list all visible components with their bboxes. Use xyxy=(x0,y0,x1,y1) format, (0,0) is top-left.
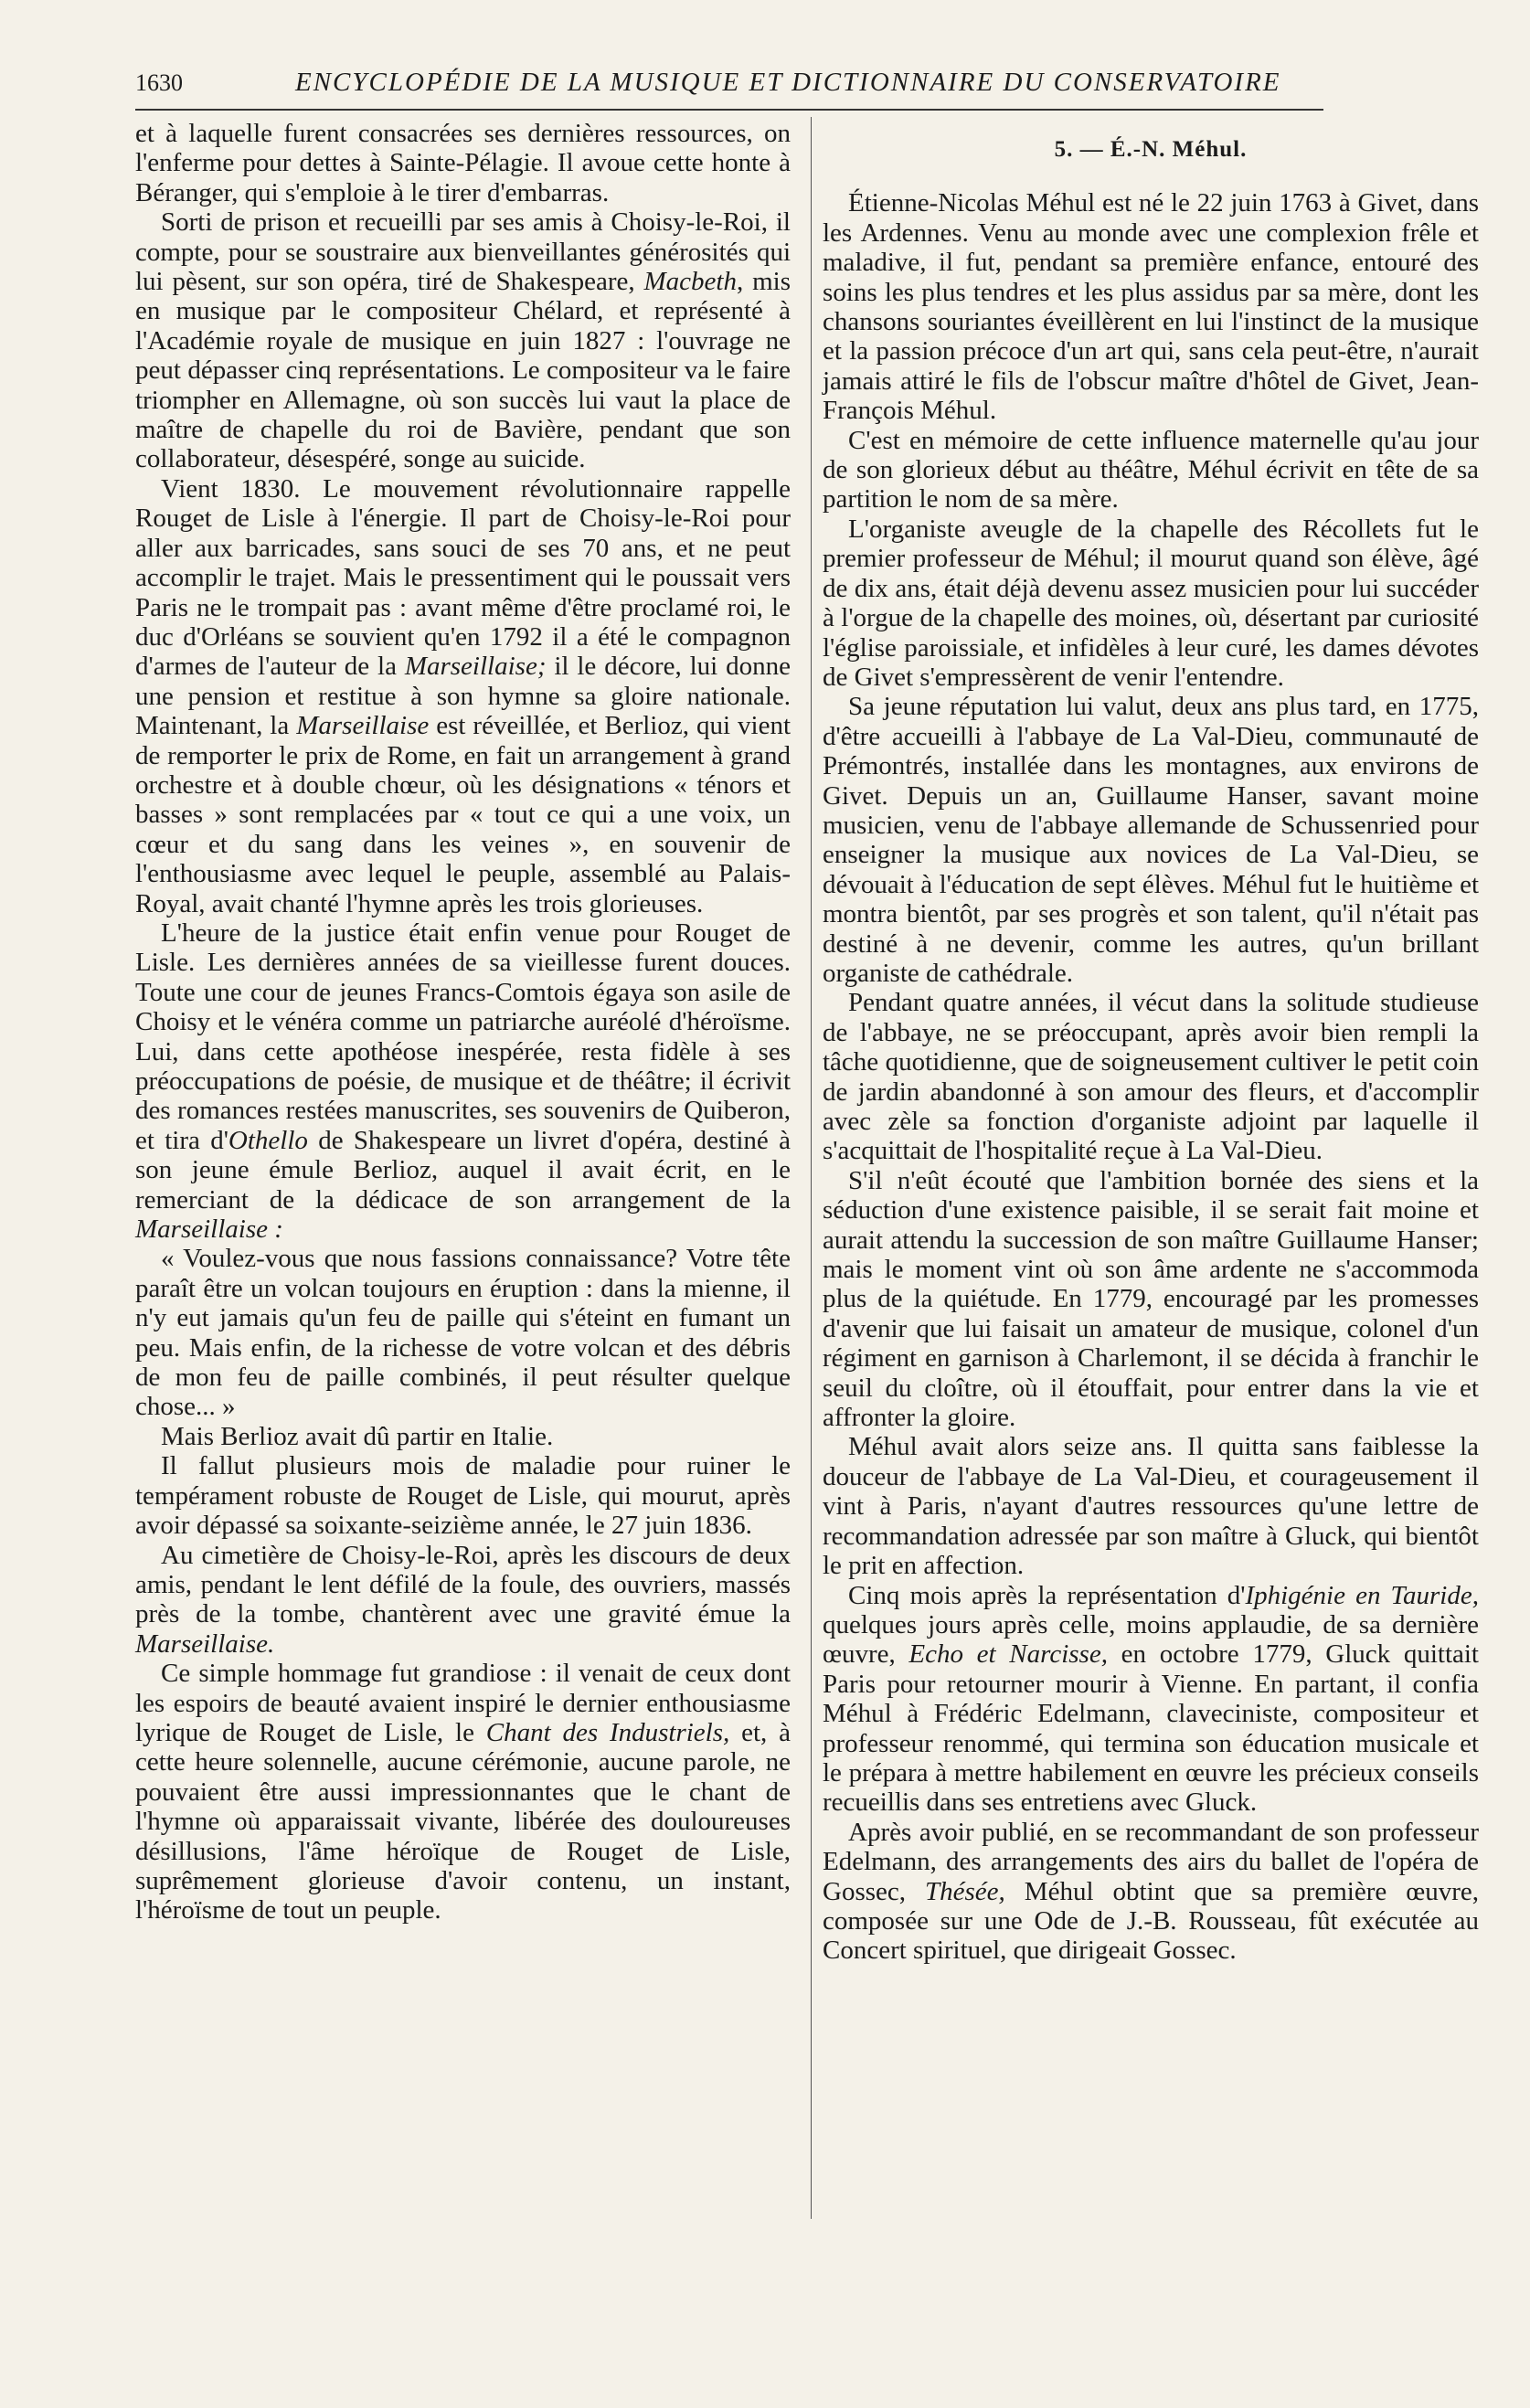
paragraph: Étienne-Nicolas Méhul est né le 22 juin 1763 à Givet, dans les Ardennes. Venu au monde avec une complexion frêle et maladive, il fut, pendant sa première enfance, entouré des soins les plus tendres et les plus assidus par sa mère, dont les chansons souriantes éveillèrent en lui l'instinct de la musique et la passion précoce d'un art qui, sans cela peut-être, n'aurait jamais attiré le fils de l'obscur maître d'hôtel de Givet, Jean-François Méhul. xyxy=(823,188,1479,426)
paragraph: Vient 1830. Le mouvement révolutionnaire rappelle Rouget de Lisle à l'énergie. Il part de Choisy-le-Roi pour aller aux barricades, sans souci de ses 70 ans, et ne peut accomplir le trajet. Mais le pressentiment qui le poussait vers Paris ne le trompait pas : avant même d'être proclamé roi, le duc d'Orléans se souvient qu'en 1792 il a été le compagnon d'armes de l'auteur de la Marseillaise; il le décore, lui donne une pension et restitue à son hymne sa gloire nationale. Maintenant, la Marseillaise est réveillée, et Berlioz, qui vient de remporter le prix de Rome, en fait un arrangement à grand orchestre et à double chœur, où les désignations « ténors et basses » sont remplacées par « tout ce qui a une voix, un cœur et du sang dans les veines », en souvenir de l'enthousiasme avec lequel le peuple, assemblé au Palais-Royal, avait chanté l'hymne après les trois glorieuses. xyxy=(135,473,791,918)
title-iphigenie: Iphigénie en Tauride, xyxy=(1245,1580,1479,1610)
title-marseillaise: Marseillaise; xyxy=(404,652,547,682)
column-divider xyxy=(811,117,812,2219)
title-marseillaise: Marseillaise. xyxy=(135,1628,275,1659)
paragraph: Après avoir publié, en se recommandant de son professeur Edelmann, des arrangements des airs du ballet de l'opéra de Gossec, Thésée, Méhul obtint que sa première œuvre, composée sur une Ode de J.-B. Rousseau, fût exécutée au Concert spirituel, que dirigeait Gossec. xyxy=(823,1817,1479,1966)
paragraph: Pendant quatre années, il vécut dans la solitude studieuse de l'abbaye, ne se préoccupant, après avoir bien rempli la tâche quotidienne, que de soigneusement cultiver le petit coin de jardin abandonné à son amour des fleurs, et d'accomplir avec zèle sa fonction d'organiste adjoint par laquelle il s'acquittait de l'hospitalité reçue à La Val-Dieu. xyxy=(823,988,1479,1166)
right-column xyxy=(823,119,1479,1966)
paragraph: Mais Berlioz avait dû partir en Italie. xyxy=(161,1421,554,1451)
paragraph: L'organiste aveugle de la chapelle des Récollets fut le premier professeur de Méhul; il mourut quand son élève, âgé de dix ans, était déjà devenu assez musicien pour lui succéder à l'orgue de la chapelle des moines, où, désertant par curiosité l'église paroissiale, et infidèles à leur curé, les dames dévotes de Givet s'empressèrent de venir l'entendre. xyxy=(823,514,1479,692)
paragraph: et à laquelle furent consacrées ses dernières ressources, on l'enferme pour dettes à Sainte-Pélagie. Il avoue cette honte à Béranger, qui s'emploie à le tirer d'embarras. xyxy=(135,119,791,207)
paragraph: Cinq mois après la représentation d'Iphigénie en Tauride, quelques jours après celle, moins applaudie, de sa dernière œuvre, Echo et Narcisse, en octobre 1779, Gluck quittait Paris pour retourner mourir à Vienne. En partant, il confia Méhul à Frédéric Edelmann, claveciniste, compositeur et professeur renommé, qui termina son éducation musicale et le prépara à mettre habilement en œuvre les précieux conseils recueillis dans ses entretiens avec Gluck. xyxy=(823,1580,1479,1818)
header-rule xyxy=(135,109,1323,111)
paragraph: Sorti de prison et recueilli par ses amis à Choisy-le-Roi, il compte, pour se soustraire aux bienveillantes générosités qui lui pèsent, sur son opéra, tiré de Shakespeare, Macbeth, mis en musique par le compositeur Chélard, et représenté à l'Académie royale de musique en juin 1827 : l'ouvrage ne peut dépasser cinq représentations. Le compositeur va le faire triompher en Allemagne, où son succès lui vaut la place de maître de chapelle du roi de Bavière, pendant que son collaborateur, désespéré, songe au suicide. xyxy=(135,207,791,474)
paragraph: Sa jeune réputation lui valut, deux ans plus tard, en 1775, d'être accueilli à l'abbaye de La Val-Dieu, communauté de Prémontrés, installée dans les montagnes, aux environs de Givet. Depuis un an, Guillaume Hanser, savant moine musicien, venu de l'abbaye allemande de Schussenried pour enseigner la musique aux novices de La Val-Dieu, se dévouait à l'éducation de sept élèves. Méhul fut le huitième et montra bientôt, par ses progrès et son talent, qu'il n'était pas destiné à ne devenir, comme les autres, qu'un brillant organiste de cathédrale. xyxy=(823,692,1479,988)
title-chant-des-industriels: Chant des Industriels, xyxy=(485,1717,730,1747)
left-column xyxy=(135,119,791,1925)
title-thesee: Thésée, xyxy=(925,1876,1005,1906)
page-number: 1630 xyxy=(135,69,183,96)
paragraph: Au cimetière de Choisy-le-Roi, après les discours de deux amis, pendant le lent défilé de la foule, des ouvriers, massés près de la tombe, chantèrent avec une gravité émue la Marseillaise. xyxy=(135,1540,791,1659)
title-othello: Othello xyxy=(228,1125,308,1155)
title-marseillaise: Marseillaise xyxy=(296,711,430,741)
section-heading: 5. — É.-N. Méhul. xyxy=(1054,137,1248,162)
quotation: « Voulez-vous que nous fassions connaissance? Votre tête paraît être un volcan toujours en éruption : dans la mienne, il n'y eut jamais qu'un feu de paille qui s'éteint en fumant un peu. Mais enfin, de la richesse de votre volcan et des débris de mon feu de paille combinés, il peut résulter quelque chose... » xyxy=(135,1244,791,1422)
paragraph: Il fallut plusieurs mois de maladie pour ruiner le tempérament robuste de Rouget de Lisle, qui mourut, après avoir dépassé sa soixante-seizième année, le 27 juin 1836. xyxy=(135,1451,791,1541)
paragraph: S'il n'eût écouté que l'ambition bornée des siens et la séduction d'une existence paisible, il se serait fait moine et aurait attendu la succession de son maître Guillaume Hanser; mais le moment vint où son âme ardente ne s'accommoda plus de la quiétude. En 1779, encouragé par les promesses d'avenir que lui faisait un amateur de musique, colonel d'un régiment en garnison à Charlemont, il se décida à franchir le seuil du cloître, où il étouffait, pour entrer dans la vie et affronter la gloire. xyxy=(823,1165,1479,1433)
title-echo-et-narcisse: Echo et Narcisse, xyxy=(908,1639,1108,1670)
paragraph: Méhul avait alors seize ans. Il quitta sans faiblesse la douceur de l'abbaye de La Val-Dieu, et courageusement il vint à Paris, n'ayant d'autres ressources qu'une lettre de recommandation adressée par son maître à Gluck, qui bientôt le prit en affection. xyxy=(823,1432,1479,1581)
paragraph: L'heure de la justice était enfin venue pour Rouget de Lisle. Les dernières années de sa vieillesse furent douces. Toute une cour de jeunes Francs-Comtois égaya son asile de Choisy et le vénéra comme un patriarche auréolé d'héroïsme. Lui, dans cette apothéose inespérée, resta fidèle à ses préoccupations de poésie, de musique et de théâtre; il écrivit des romances restées manuscrites, ses souvenirs de Quiberon, et tira d'Othello de Shakespeare un livret d'opéra, destiné à son jeune émule Berlioz, auquel il avait écrit, en le remerciant de la dédicace de son arrangement de la Marseillaise : xyxy=(135,918,791,1245)
page-header xyxy=(135,66,1323,106)
title-marseillaise: Marseillaise : xyxy=(135,1215,283,1245)
paragraph: Ce simple hommage fut grandiose : il venait de ceux dont les espoirs de beauté avaient inspiré le dernier enthousiasme lyrique de Rouget de Lisle, le Chant des Industriels, et, à cette heure solennelle, aucune cérémonie, aucune parole, ne pouvaient être aussi impressionnantes que le chant de l'hymne où apparaissait vivante, libérée des douloureuses désillusions, l'âme héroïque de Rouget de Lisle, suprêmement glorieuse d'avoir contenu, un instant, l'héroïsme de tout un peuple. xyxy=(135,1659,791,1925)
running-title: ENCYCLOPÉDIE DE LA MUSIQUE ET DICTIONNAIRE DU CONSERVATOIRE xyxy=(295,68,1281,97)
title-macbeth: Macbeth xyxy=(643,267,737,297)
paragraph: C'est en mémoire de cette influence maternelle qu'au jour de son glorieux début au théâtre, Méhul écrivit en tête de sa partition le nom de sa mère. xyxy=(823,425,1479,514)
